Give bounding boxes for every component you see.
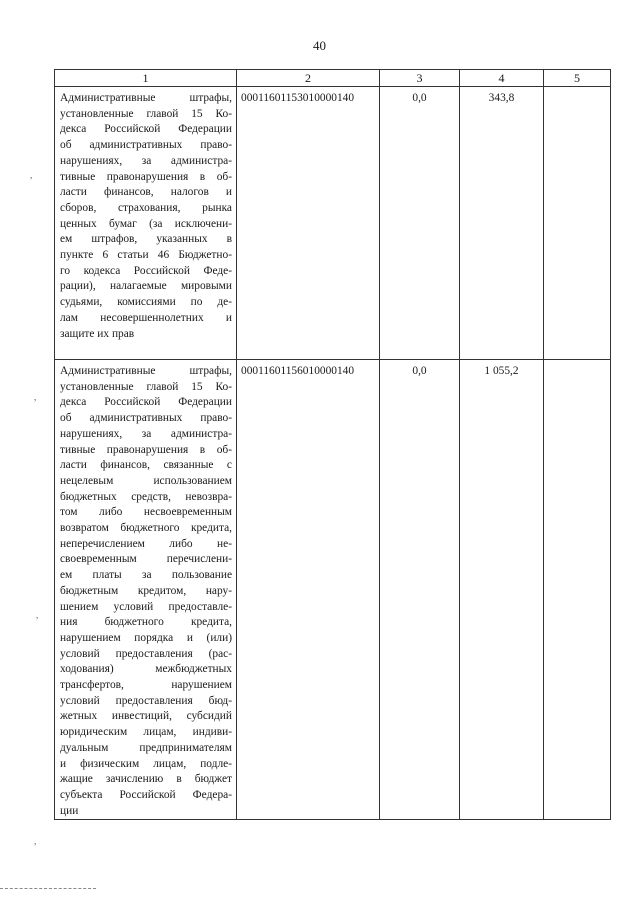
description-line: нарушениях, за администра- xyxy=(60,154,232,167)
column-header-1: 1 xyxy=(55,70,237,87)
description-line: том либо несвоевременным xyxy=(60,506,232,519)
margin-tick-mark: , xyxy=(34,836,37,846)
description-line: субъекта Российской Федера- xyxy=(60,788,232,801)
description-line: об административных право- xyxy=(60,412,232,425)
description-line: рации), налагаемые мировыми xyxy=(60,280,232,293)
table-header-row xyxy=(55,70,611,87)
table-row xyxy=(55,87,611,360)
description-line: установленные главой 15 Ко- xyxy=(60,380,232,393)
description-line: ласти финансов, связанные с xyxy=(60,459,232,472)
margin-tick-mark: , xyxy=(34,392,37,402)
row-value-col4: 1 055,2 xyxy=(460,360,544,820)
description-line: нарушением порядка и (или) xyxy=(60,631,232,644)
margin-tick-mark: , xyxy=(30,170,33,180)
description-line: декса Российской Федерации xyxy=(60,123,232,136)
description-line: условий предоставления бюд- xyxy=(60,694,232,707)
description-line: ем платы за пользование xyxy=(60,569,232,582)
description-line: ходования) межбюджетных xyxy=(60,663,232,676)
row-description xyxy=(55,87,237,360)
description-line: установленные главой 15 Ко- xyxy=(60,107,232,120)
description-line: Административные штрафы, xyxy=(60,365,232,377)
row-value-col5 xyxy=(544,87,611,360)
description-line: декса Российской Федерации xyxy=(60,396,232,409)
description-line: Административные штрафы, xyxy=(60,92,232,104)
description-line: условий предоставления (рас- xyxy=(60,647,232,660)
description-line: ценных бумаг (за исключени- xyxy=(60,217,232,230)
description-line: бюджетным кредитом, нару- xyxy=(60,584,232,597)
description-line: ласти финансов, налогов и xyxy=(60,186,232,199)
page-number: 40 xyxy=(313,38,326,53)
description-line: нарушениях, за администра- xyxy=(60,427,232,440)
row-value-col4: 343,8 xyxy=(460,87,544,360)
description-line: возвратом бюджетного кредита, xyxy=(60,522,232,535)
row-value-col3: 0,0 xyxy=(380,360,460,820)
description-line: трансфертов, нарушением xyxy=(60,679,232,692)
column-header-3: 3 xyxy=(380,70,460,87)
description-line: пункте 6 статьи 46 Бюджетно- xyxy=(60,249,232,262)
description-line: дуальным предпринимателям xyxy=(60,741,232,754)
table-row xyxy=(55,360,611,820)
margin-tick-mark: , xyxy=(36,610,39,620)
row-value-col5 xyxy=(544,360,611,820)
row-description xyxy=(55,360,237,820)
description-line: тивные правонарушения в об- xyxy=(60,443,232,456)
description-line: юридическим лицам, индиви- xyxy=(60,726,232,739)
description-line: лам несовершеннолетних и xyxy=(60,311,232,324)
description-line: ния бюджетного кредита, xyxy=(60,616,232,629)
description-line: ем штрафов, указанных в xyxy=(60,233,232,246)
description-line: ции xyxy=(60,804,79,817)
description-line: защите их прав xyxy=(60,327,135,340)
description-line: го кодекса Российской Феде- xyxy=(60,264,232,277)
description-line: шением условий предоставле- xyxy=(60,600,232,613)
description-line: нецелевым использованием xyxy=(60,474,232,487)
budget-table xyxy=(54,69,611,820)
description-line: тивные правонарушения в об- xyxy=(60,170,232,183)
description-line: и физическим лицам, подле- xyxy=(60,757,232,770)
row-code: 00011601156010000140 xyxy=(237,360,380,820)
column-header-2: 2 xyxy=(237,70,380,87)
row-value-col3: 0,0 xyxy=(380,87,460,360)
column-header-5: 5 xyxy=(544,70,611,87)
description-line: сборов, страхования, рынка xyxy=(60,201,232,214)
row-code: 00011601153010000140 xyxy=(237,87,380,360)
description-line: жетных инвестиций, субсидий xyxy=(60,710,232,723)
description-line: неперечислением либо не- xyxy=(60,537,232,550)
description-line: судьями, комиссиями по де- xyxy=(60,296,232,309)
description-line: жащие зачислению в бюджет xyxy=(60,773,232,786)
column-header-4: 4 xyxy=(460,70,544,87)
description-line: об административных право- xyxy=(60,139,232,152)
description-line: бюджетных средств, невозвра- xyxy=(60,490,232,503)
footer-scan-line xyxy=(0,888,96,889)
description-line: своевременным перечислени- xyxy=(60,553,232,566)
